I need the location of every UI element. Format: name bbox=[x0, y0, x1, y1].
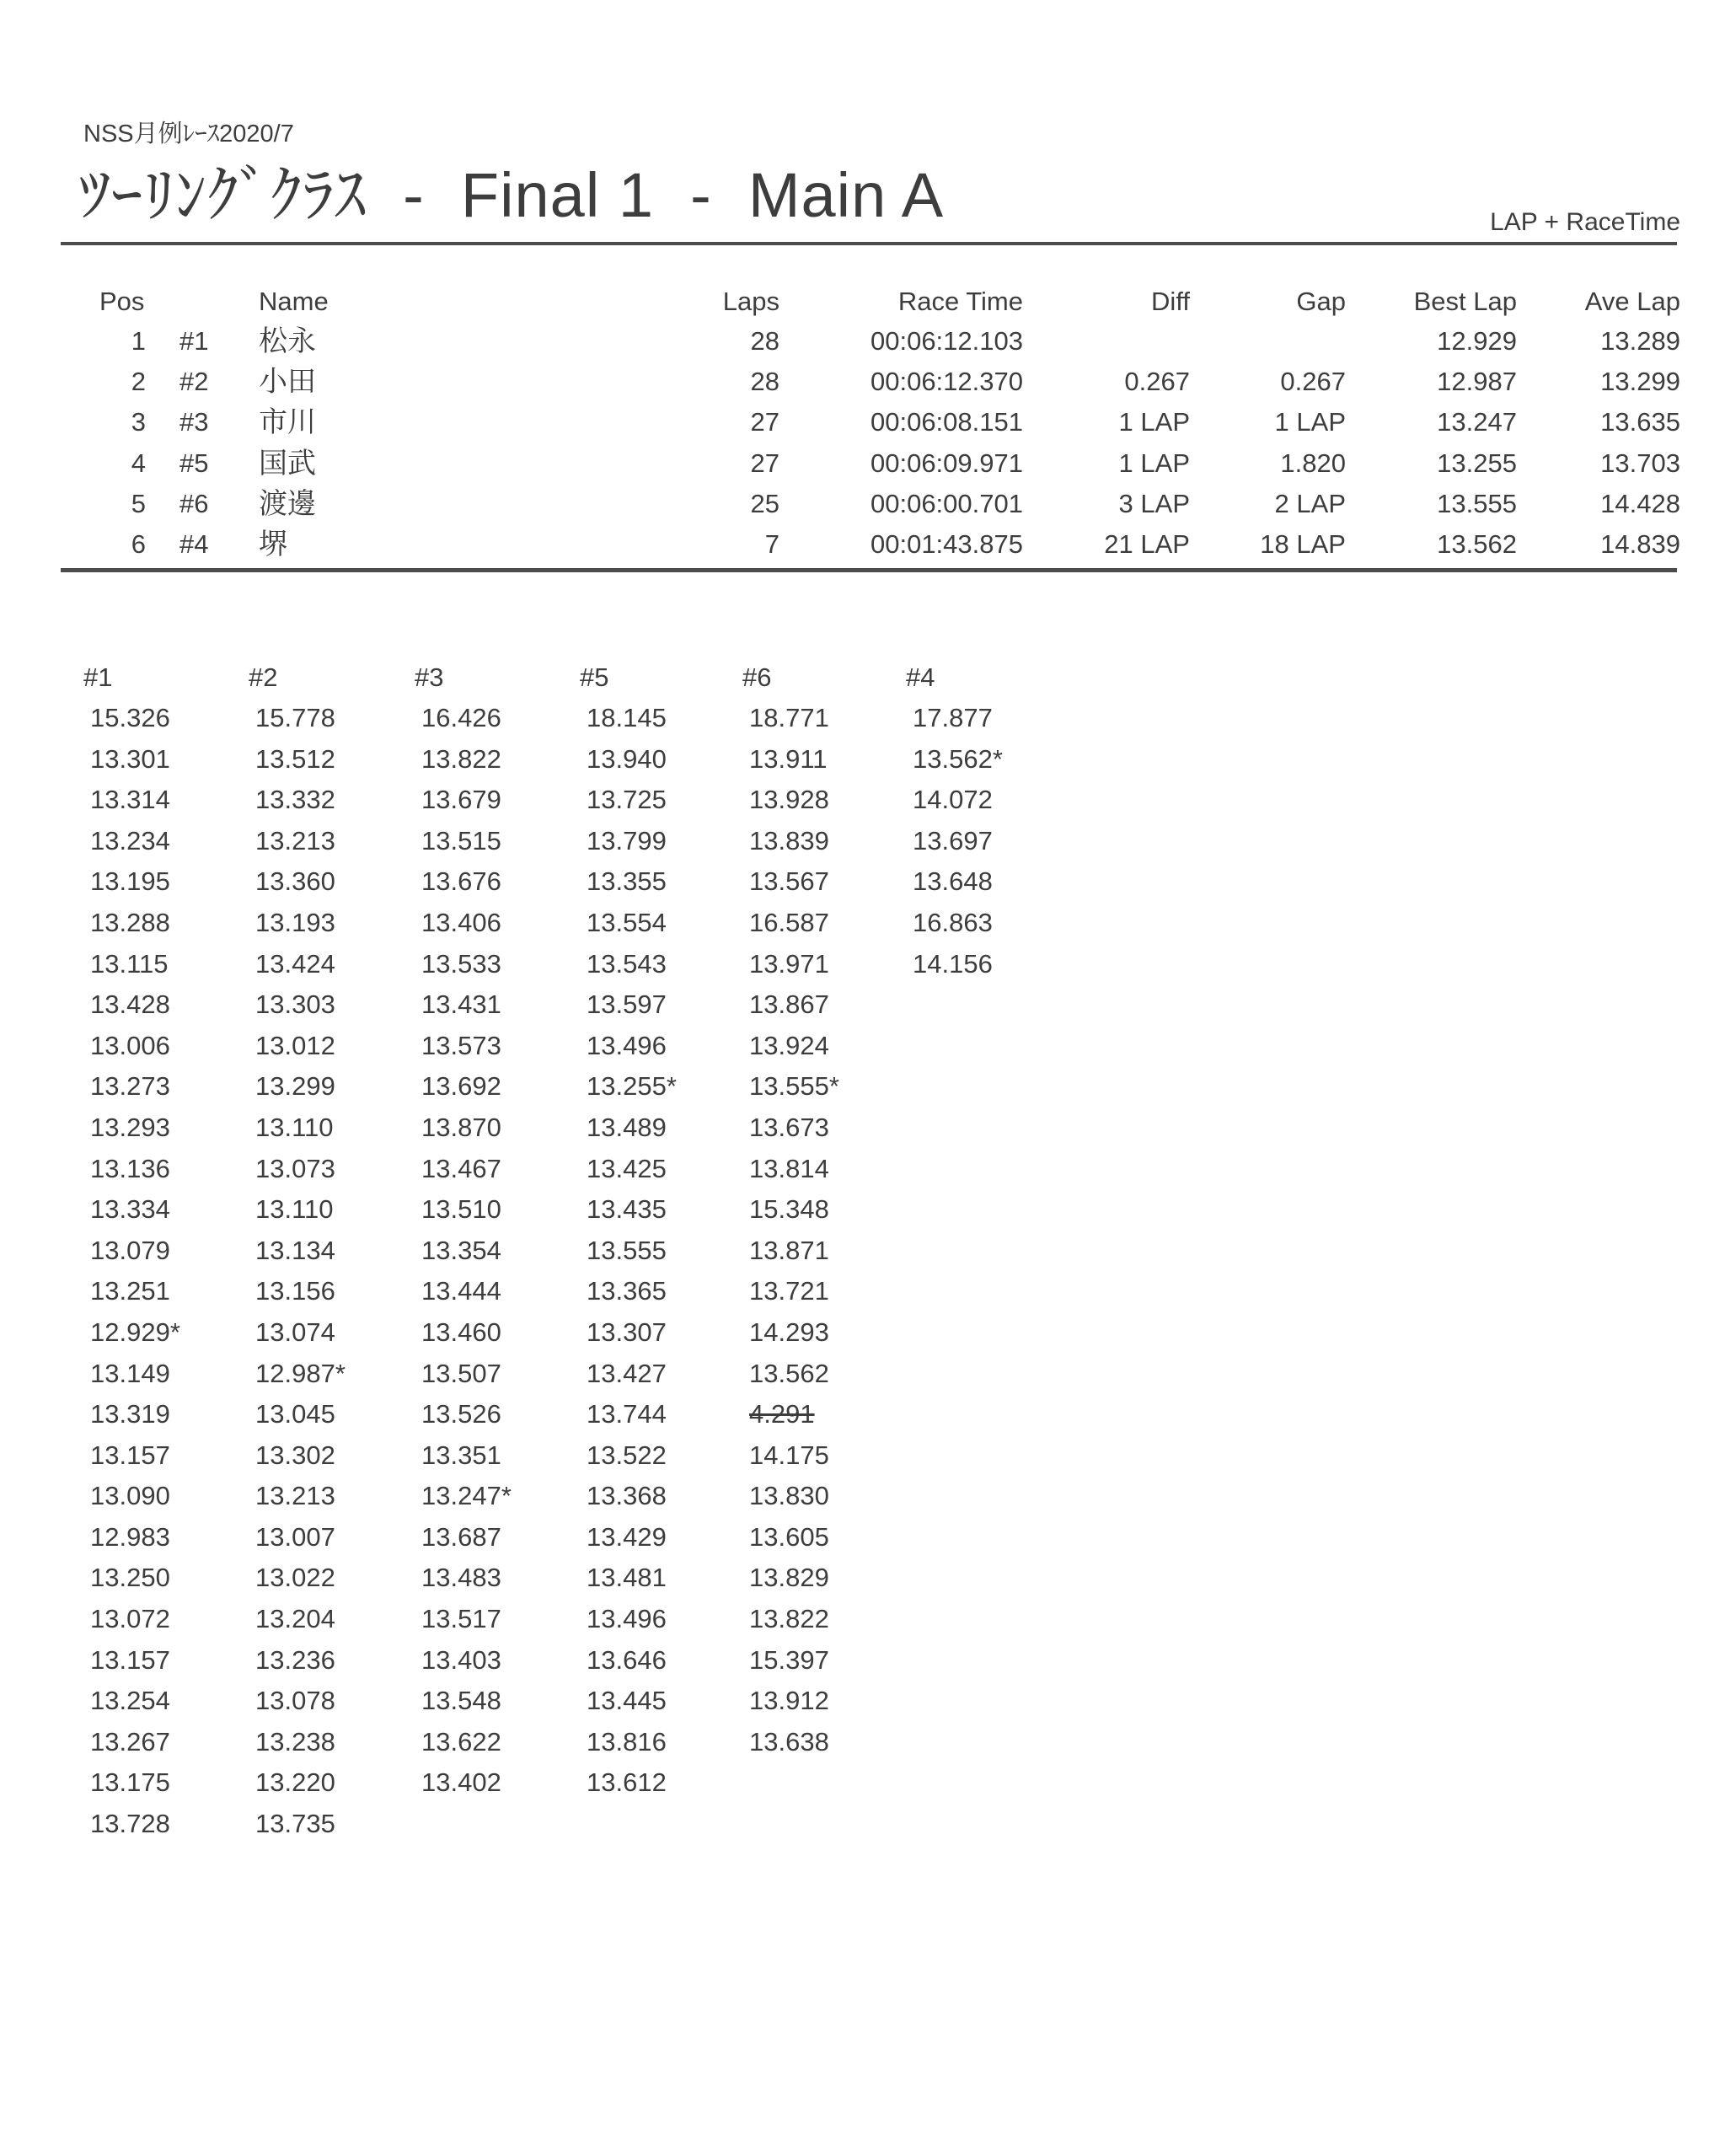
driver-name: 市川 bbox=[259, 406, 316, 439]
lap-time: 13.299 bbox=[255, 1071, 335, 1102]
car-number: #2 bbox=[179, 367, 209, 397]
lap-time: 13.424 bbox=[255, 948, 335, 979]
lap-time: 13.073 bbox=[255, 1153, 335, 1183]
lap-time: 13.687 bbox=[421, 1521, 501, 1552]
lap-time: 13.157 bbox=[90, 1644, 170, 1675]
lap-time: 4.291 bbox=[749, 1399, 815, 1429]
lap-time: 13.562 bbox=[749, 1358, 829, 1388]
lap-time: 13.427 bbox=[587, 1358, 667, 1388]
lap-time: 13.254 bbox=[90, 1686, 170, 1716]
lap-time: 13.293 bbox=[90, 1112, 170, 1142]
driver-name: 国武 bbox=[259, 447, 316, 480]
col-header-ave-lap: Ave Lap bbox=[1584, 287, 1680, 316]
lap-time: 13.555* bbox=[749, 1071, 839, 1102]
car-number: #5 bbox=[179, 448, 209, 478]
position: 1 bbox=[131, 326, 146, 356]
title-divider-line bbox=[61, 242, 1677, 245]
lap-time: 13.429 bbox=[587, 1521, 667, 1552]
lap-time: 13.273 bbox=[90, 1071, 170, 1102]
lap-time: 13.728 bbox=[90, 1809, 170, 1839]
race-time: 00:06:09.971 bbox=[870, 448, 1023, 478]
position: 3 bbox=[131, 407, 146, 437]
lap-time: 14.072 bbox=[913, 785, 993, 815]
laps-count: 27 bbox=[750, 407, 779, 437]
lap-time: 13.515 bbox=[421, 825, 501, 855]
car-number: #1 bbox=[179, 326, 209, 356]
lap-time: 13.213 bbox=[255, 825, 335, 855]
lap-time: 13.548 bbox=[421, 1686, 501, 1716]
result-row bbox=[0, 443, 1725, 484]
lap-time: 13.928 bbox=[749, 785, 829, 815]
lap-time: 13.365 bbox=[587, 1276, 667, 1306]
lap-time: 18.145 bbox=[587, 703, 667, 732]
lap-time: 13.157 bbox=[90, 1440, 170, 1470]
lap-time: 13.368 bbox=[587, 1481, 667, 1511]
lap-column-header: #4 bbox=[906, 662, 935, 692]
diff: 1 LAP bbox=[1118, 407, 1190, 437]
diff: 1 LAP bbox=[1118, 448, 1190, 478]
result-row bbox=[0, 402, 1725, 442]
lap-time: 13.870 bbox=[421, 1112, 501, 1142]
lap-time: 13.822 bbox=[749, 1604, 829, 1634]
lap-time: 13.314 bbox=[90, 785, 170, 815]
lap-time: 13.022 bbox=[255, 1563, 335, 1593]
lap-column-car1 bbox=[83, 657, 244, 1845]
lap-time: 13.303 bbox=[255, 990, 335, 1020]
ave-lap: 13.289 bbox=[1600, 326, 1680, 356]
lap-time: 13.867 bbox=[749, 990, 829, 1020]
race-time: 00:06:12.103 bbox=[870, 326, 1023, 356]
lap-time: 13.355 bbox=[587, 866, 667, 897]
result-row bbox=[0, 321, 1725, 362]
lap-time: 13.612 bbox=[587, 1767, 667, 1798]
lap-time: 13.149 bbox=[90, 1358, 170, 1388]
result-row bbox=[0, 362, 1725, 402]
lap-time: 14.293 bbox=[749, 1317, 829, 1347]
lap-time: 13.725 bbox=[587, 785, 667, 815]
lap-column-car2 bbox=[249, 657, 409, 1845]
lap-time: 15.348 bbox=[749, 1194, 829, 1225]
car-number: #3 bbox=[179, 407, 209, 437]
lap-time: 12.929* bbox=[90, 1317, 180, 1347]
lap-time: 13.971 bbox=[749, 948, 829, 979]
lap-time: 13.351 bbox=[421, 1440, 501, 1470]
lap-time: 17.877 bbox=[913, 703, 993, 732]
lap-time: 12.987* bbox=[255, 1358, 346, 1388]
lap-time: 16.426 bbox=[421, 703, 501, 732]
ave-lap: 13.703 bbox=[1600, 448, 1680, 478]
lap-time: 13.533 bbox=[421, 948, 501, 979]
lap-time: 13.079 bbox=[90, 1235, 170, 1265]
lap-time: 13.156 bbox=[255, 1276, 335, 1306]
lap-time: 13.871 bbox=[749, 1235, 829, 1265]
lap-time: 13.090 bbox=[90, 1481, 170, 1511]
lap-time: 13.402 bbox=[421, 1767, 501, 1798]
lap-time: 13.195 bbox=[90, 866, 170, 897]
lap-time: 13.110 bbox=[255, 1194, 334, 1225]
position: 6 bbox=[131, 528, 146, 559]
lap-time: 13.673 bbox=[749, 1112, 829, 1142]
lap-time: 13.940 bbox=[587, 743, 667, 774]
lap-time: 13.425 bbox=[587, 1153, 667, 1183]
lap-time: 13.510 bbox=[421, 1194, 501, 1225]
lap-time: 13.814 bbox=[749, 1153, 829, 1183]
driver-name: 松永 bbox=[259, 325, 316, 357]
best-lap: 13.247 bbox=[1437, 407, 1517, 437]
ave-lap: 13.299 bbox=[1600, 367, 1680, 397]
lap-time: 13.467 bbox=[421, 1153, 501, 1183]
laps-count: 27 bbox=[750, 448, 779, 478]
lap-time: 13.526 bbox=[421, 1399, 501, 1429]
lap-time: 13.721 bbox=[749, 1276, 829, 1306]
lap-time: 15.397 bbox=[749, 1644, 829, 1675]
lap-time: 13.622 bbox=[421, 1726, 501, 1756]
lap-time: 13.924 bbox=[749, 1030, 829, 1060]
lap-column-car6 bbox=[742, 657, 903, 1762]
lap-time: 13.236 bbox=[255, 1644, 335, 1675]
lap-time: 13.911 bbox=[749, 743, 828, 774]
lap-time: 13.605 bbox=[749, 1521, 829, 1552]
lap-time: 13.554 bbox=[587, 907, 667, 937]
lap-time: 13.007 bbox=[255, 1521, 335, 1552]
lap-time: 13.735 bbox=[255, 1809, 335, 1839]
lap-time: 13.435 bbox=[587, 1194, 667, 1225]
lap-time: 13.496 bbox=[587, 1604, 667, 1634]
position: 4 bbox=[131, 448, 146, 478]
lap-time: 13.110 bbox=[255, 1112, 334, 1142]
lap-column-header: #5 bbox=[580, 662, 609, 692]
col-header-name: Name bbox=[259, 287, 329, 316]
lap-time: 13.507 bbox=[421, 1358, 501, 1388]
lap-time: 13.543 bbox=[587, 948, 667, 979]
event-title: NSS月例ﾚｰｽ2020/7 bbox=[83, 121, 294, 147]
lap-time: 13.431 bbox=[421, 990, 501, 1020]
lap-time: 13.204 bbox=[255, 1604, 335, 1634]
gap: 0.267 bbox=[1280, 367, 1346, 397]
lap-time: 13.136 bbox=[90, 1153, 170, 1183]
lap-time: 13.697 bbox=[913, 825, 993, 855]
lap-column-header: #2 bbox=[249, 662, 278, 692]
laps-count: 7 bbox=[764, 528, 779, 559]
ave-lap: 13.635 bbox=[1600, 407, 1680, 437]
lap-time: 13.332 bbox=[255, 785, 335, 815]
lap-time: 14.156 bbox=[913, 948, 993, 979]
results-divider-line bbox=[61, 568, 1677, 572]
lap-time: 18.771 bbox=[749, 703, 829, 732]
lap-time: 13.307 bbox=[587, 1317, 667, 1347]
lap-time: 13.238 bbox=[255, 1726, 335, 1756]
lap-time: 13.074 bbox=[255, 1317, 335, 1347]
lap-time: 16.587 bbox=[749, 907, 829, 937]
lap-time: 16.863 bbox=[913, 907, 993, 937]
lap-time: 13.646 bbox=[587, 1644, 667, 1675]
lap-column-car4 bbox=[906, 657, 1066, 984]
lap-time: 13.301 bbox=[90, 743, 170, 774]
lap-time: 13.403 bbox=[421, 1644, 501, 1675]
lap-time: 13.072 bbox=[90, 1604, 170, 1634]
lap-time: 13.839 bbox=[749, 825, 829, 855]
col-header-race-time: Race Time bbox=[897, 287, 1023, 316]
best-lap: 13.562 bbox=[1437, 528, 1517, 559]
diff: 3 LAP bbox=[1118, 488, 1190, 518]
car-number: #6 bbox=[179, 488, 209, 518]
race-time: 00:01:43.875 bbox=[870, 528, 1023, 559]
best-lap: 13.555 bbox=[1437, 488, 1517, 518]
position: 2 bbox=[131, 367, 146, 397]
lap-time: 13.744 bbox=[587, 1399, 667, 1429]
gap: 1.820 bbox=[1280, 448, 1346, 478]
lap-time: 13.334 bbox=[90, 1194, 170, 1225]
race-time: 00:06:00.701 bbox=[870, 488, 1023, 518]
race-time: 00:06:12.370 bbox=[870, 367, 1023, 397]
best-lap: 13.255 bbox=[1437, 448, 1517, 478]
lap-time: 12.983 bbox=[90, 1521, 170, 1552]
lap-time: 13.692 bbox=[421, 1071, 501, 1102]
lap-time: 13.648 bbox=[913, 866, 993, 897]
lap-time: 13.512 bbox=[255, 743, 335, 774]
gap: 1 LAP bbox=[1274, 407, 1346, 437]
lap-time: 13.006 bbox=[90, 1030, 170, 1060]
lap-column-header: #6 bbox=[742, 662, 772, 692]
col-header-laps: Laps bbox=[722, 287, 779, 316]
driver-name: 渡邊 bbox=[259, 487, 316, 520]
lap-time: 13.193 bbox=[255, 907, 335, 937]
gap: 18 LAP bbox=[1260, 528, 1346, 559]
col-header-gap: Gap bbox=[1296, 287, 1346, 316]
lap-time: 13.912 bbox=[749, 1686, 829, 1716]
lap-time: 13.830 bbox=[749, 1481, 829, 1511]
lap-column-car5 bbox=[580, 657, 740, 1804]
position: 5 bbox=[131, 488, 146, 518]
lap-time: 13.078 bbox=[255, 1686, 335, 1716]
lap-time: 13.799 bbox=[587, 825, 667, 855]
class-final-title: ﾂｰﾘﾝｸﾞｸﾗｽ - Final 1 - Main A bbox=[79, 160, 945, 230]
ave-lap: 14.839 bbox=[1600, 528, 1680, 559]
lap-time: 13.175 bbox=[90, 1767, 170, 1798]
diff: 21 LAP bbox=[1104, 528, 1190, 559]
lap-time: 13.134 bbox=[255, 1235, 335, 1265]
lap-time: 13.220 bbox=[255, 1767, 335, 1798]
lap-time: 13.816 bbox=[587, 1726, 667, 1756]
lap-time: 13.115 bbox=[90, 948, 169, 979]
lap-time: 13.255* bbox=[587, 1071, 677, 1102]
lap-time: 13.302 bbox=[255, 1440, 335, 1470]
lap-time: 13.517 bbox=[421, 1604, 501, 1634]
lap-time: 13.251 bbox=[90, 1276, 170, 1306]
driver-name: 堺 bbox=[259, 528, 287, 560]
lap-time: 13.597 bbox=[587, 990, 667, 1020]
ave-lap: 14.428 bbox=[1600, 488, 1680, 518]
lap-time: 13.496 bbox=[587, 1030, 667, 1060]
result-row bbox=[0, 484, 1725, 524]
lap-times-section bbox=[0, 657, 1725, 1854]
lap-time: 13.562* bbox=[913, 743, 1003, 774]
lap-time: 13.354 bbox=[421, 1235, 501, 1265]
lap-time: 13.573 bbox=[421, 1030, 501, 1060]
lap-time: 13.250 bbox=[90, 1563, 170, 1593]
lap-time: 13.489 bbox=[587, 1112, 667, 1142]
laps-count: 28 bbox=[750, 326, 779, 356]
best-lap: 12.987 bbox=[1437, 367, 1517, 397]
lap-time: 13.460 bbox=[421, 1317, 501, 1347]
results-header-row bbox=[0, 282, 1725, 322]
lap-time: 13.267 bbox=[90, 1726, 170, 1756]
laps-count: 25 bbox=[750, 488, 779, 518]
lap-time: 13.428 bbox=[90, 990, 170, 1020]
lap-time: 14.175 bbox=[749, 1440, 829, 1470]
lap-time: 13.555 bbox=[587, 1235, 667, 1265]
lap-time: 13.676 bbox=[421, 866, 501, 897]
best-lap: 12.929 bbox=[1437, 326, 1517, 356]
col-header-best-lap: Best Lap bbox=[1413, 287, 1517, 316]
lap-column-header: #3 bbox=[415, 662, 444, 692]
result-row bbox=[0, 524, 1725, 565]
lap-time: 13.360 bbox=[255, 866, 335, 897]
lap-time: 13.319 bbox=[90, 1399, 170, 1429]
results-table-body bbox=[0, 321, 1725, 565]
lap-time: 13.288 bbox=[90, 907, 170, 937]
col-header-pos: Pos bbox=[99, 287, 145, 316]
lap-time: 13.445 bbox=[587, 1686, 667, 1716]
lap-time: 13.522 bbox=[587, 1440, 667, 1470]
lap-time: 15.778 bbox=[255, 703, 335, 732]
lap-time: 13.679 bbox=[421, 785, 501, 815]
gap: 2 LAP bbox=[1274, 488, 1346, 518]
lap-time: 13.247* bbox=[421, 1481, 512, 1511]
lap-time: 13.444 bbox=[421, 1276, 501, 1306]
lap-time: 13.045 bbox=[255, 1399, 335, 1429]
col-header-diff: Diff bbox=[1151, 287, 1190, 316]
lap-column-car3 bbox=[415, 657, 575, 1804]
lap-time: 15.326 bbox=[90, 703, 170, 732]
lap-time: 13.638 bbox=[749, 1726, 829, 1756]
diff: 0.267 bbox=[1124, 367, 1190, 397]
lap-time: 13.822 bbox=[421, 743, 501, 774]
lap-time: 13.567 bbox=[749, 866, 829, 897]
lap-time: 13.213 bbox=[255, 1481, 335, 1511]
timing-mode-label: LAP + RaceTime bbox=[1490, 208, 1680, 236]
lap-time: 13.483 bbox=[421, 1563, 501, 1593]
lap-time: 13.234 bbox=[90, 825, 170, 855]
race-time: 00:06:08.151 bbox=[870, 407, 1023, 437]
car-number: #4 bbox=[179, 528, 209, 559]
lap-column-header: #1 bbox=[83, 662, 113, 692]
lap-time: 13.012 bbox=[255, 1030, 335, 1060]
driver-name: 小田 bbox=[259, 366, 316, 399]
lap-time: 13.406 bbox=[421, 907, 501, 937]
lap-time: 13.829 bbox=[749, 1563, 829, 1593]
laps-count: 28 bbox=[750, 367, 779, 397]
lap-time: 13.481 bbox=[587, 1563, 667, 1593]
